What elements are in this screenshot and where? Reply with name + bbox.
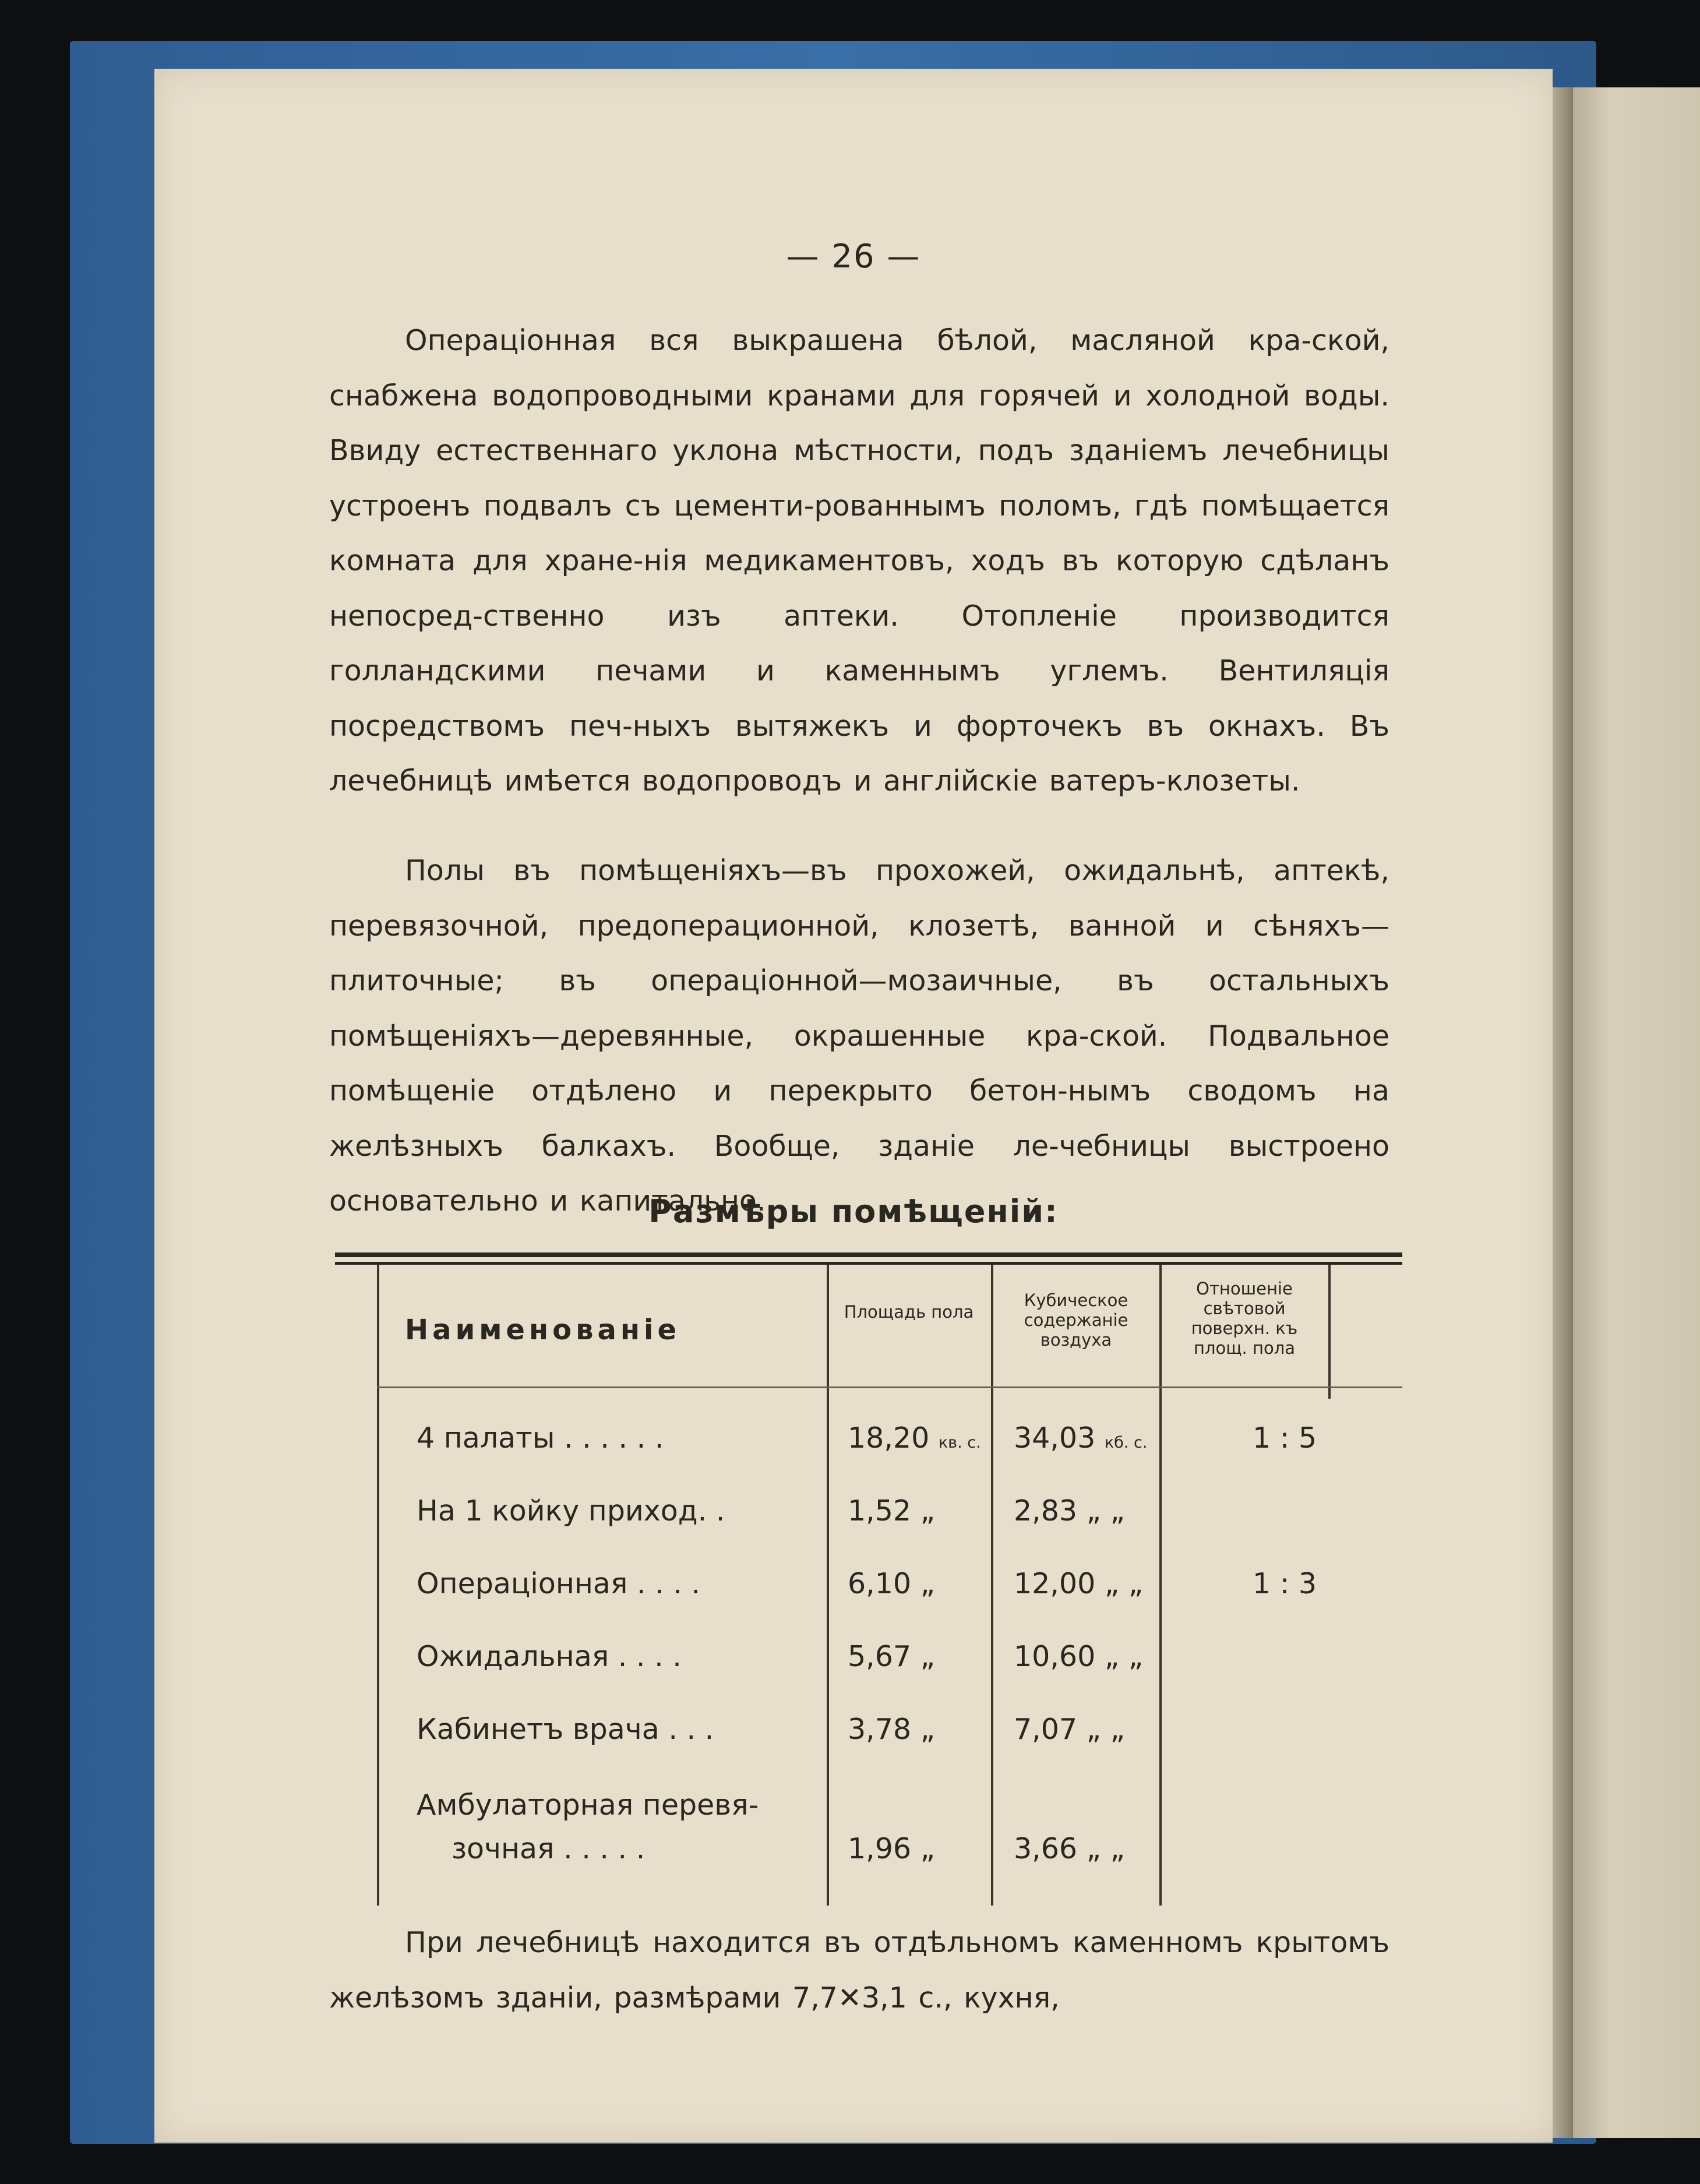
row-area: 18,20 кв. с. bbox=[848, 1421, 981, 1455]
row-area: 5,67 „ bbox=[848, 1640, 936, 1673]
paragraph-text: Полы въ помѣщеніяхъ—въ прохожей, ожидальнѣ, аптекѣ, перевязочной, предоперационной, клозетѣ, ванной и сѣняхъ—плиточные; въ операціонной—мозаичные, въ остальныхъ помѣщеніяхъ—деревянные, окрашенные кра-ской. Подвальное помѣщеніе отдѣлено и перекрыто бетон-нымъ сводомъ на желѣзныхъ балкахъ. Вообще, зданіе ле-чебницы выстроено основательно и капитально. bbox=[329, 854, 1389, 1218]
row-volume: 10,60 „ „ bbox=[1014, 1640, 1144, 1673]
row-area: 1,96 „ bbox=[848, 1832, 936, 1865]
table-title: Размѣры помѣщеній: bbox=[648, 1193, 1059, 1230]
header-ratio: Отношеніе свѣтовой поверхн. къ площ. пола bbox=[1191, 1279, 1298, 1358]
row-ratio: 1 : 3 bbox=[1252, 1567, 1317, 1600]
row-ratio: 1 : 5 bbox=[1252, 1421, 1317, 1455]
row-volume: 34,03 кб. с. bbox=[1014, 1421, 1148, 1455]
row-name: зочная . . . . . bbox=[452, 1832, 646, 1865]
room-sizes-table bbox=[335, 1252, 1402, 1905]
row-area: 6,10 „ bbox=[848, 1567, 936, 1600]
table-row bbox=[335, 1494, 1402, 1564]
table-row bbox=[335, 1640, 1402, 1710]
table-top-rule bbox=[335, 1252, 1402, 1257]
header-name: Наименованіе bbox=[405, 1314, 681, 1346]
table-row bbox=[335, 1832, 1402, 1902]
row-volume: 12,00 „ „ bbox=[1014, 1567, 1144, 1600]
row-name: Операціонная . . . . bbox=[417, 1567, 701, 1600]
row-volume: 7,07 „ „ bbox=[1014, 1713, 1126, 1746]
paragraph-text: При лечебницѣ находится въ отдѣльномъ каменномъ крытомъ желѣзомъ зданіи, размѣрами 7,7✕3,1 с., кухня, bbox=[329, 1926, 1389, 2014]
header-separator bbox=[377, 1386, 1402, 1388]
row-volume: 3,66 „ „ bbox=[1014, 1832, 1126, 1865]
header-area: Площадь пола bbox=[844, 1302, 974, 1322]
row-name: 4 палаты . . . . . . bbox=[417, 1421, 664, 1455]
table-row bbox=[335, 1567, 1402, 1637]
header-volume: Кубическое содержаніе воздуха bbox=[1024, 1290, 1128, 1350]
table-row bbox=[335, 1713, 1402, 1783]
row-name: Амбулаторная перевя- bbox=[417, 1788, 759, 1822]
row-area: 3,78 „ bbox=[848, 1713, 936, 1746]
table-row bbox=[335, 1421, 1402, 1491]
page-number: — 26 — bbox=[786, 238, 921, 276]
paragraph-text: Операціонная вся выкрашена бѣлой, масляной кра-ской, снабжена водопроводными кранами для горячей и холодной воды. Ввиду естественнаго уклона мѣстности, подъ зданіемъ лечебницы устроенъ подвалъ съ цементи-рованнымъ поломъ, гдѣ помѣщается комната для хране-нія медикаментовъ, ходъ въ которую сдѣланъ непосред-ственно изъ аптеки. Отопленіе производится голландскими печами и каменнымъ углемъ. Вентиляція посредствомъ печ-ныхъ вытяжекъ и форточекъ въ окнахъ. Въ лечебницѣ имѣется водопроводъ и англійскіе ватеръ-клозеты. bbox=[329, 324, 1389, 798]
paragraph-2 bbox=[329, 844, 1389, 1229]
table-top-rule-thin bbox=[335, 1262, 1402, 1265]
row-name: Кабинетъ врача . . . bbox=[417, 1713, 714, 1746]
next-page-edge bbox=[1573, 87, 1700, 2138]
closing-paragraph bbox=[329, 1915, 1389, 2026]
book-page bbox=[154, 69, 1553, 2143]
row-name: На 1 койку приход. . bbox=[417, 1494, 725, 1527]
row-volume: 2,83 „ „ bbox=[1014, 1494, 1126, 1527]
row-name: Ожидальная . . . . bbox=[417, 1640, 682, 1673]
paragraph-1 bbox=[329, 313, 1389, 809]
column-divider bbox=[1328, 1265, 1331, 1399]
row-area: 1,52 „ bbox=[848, 1494, 936, 1527]
